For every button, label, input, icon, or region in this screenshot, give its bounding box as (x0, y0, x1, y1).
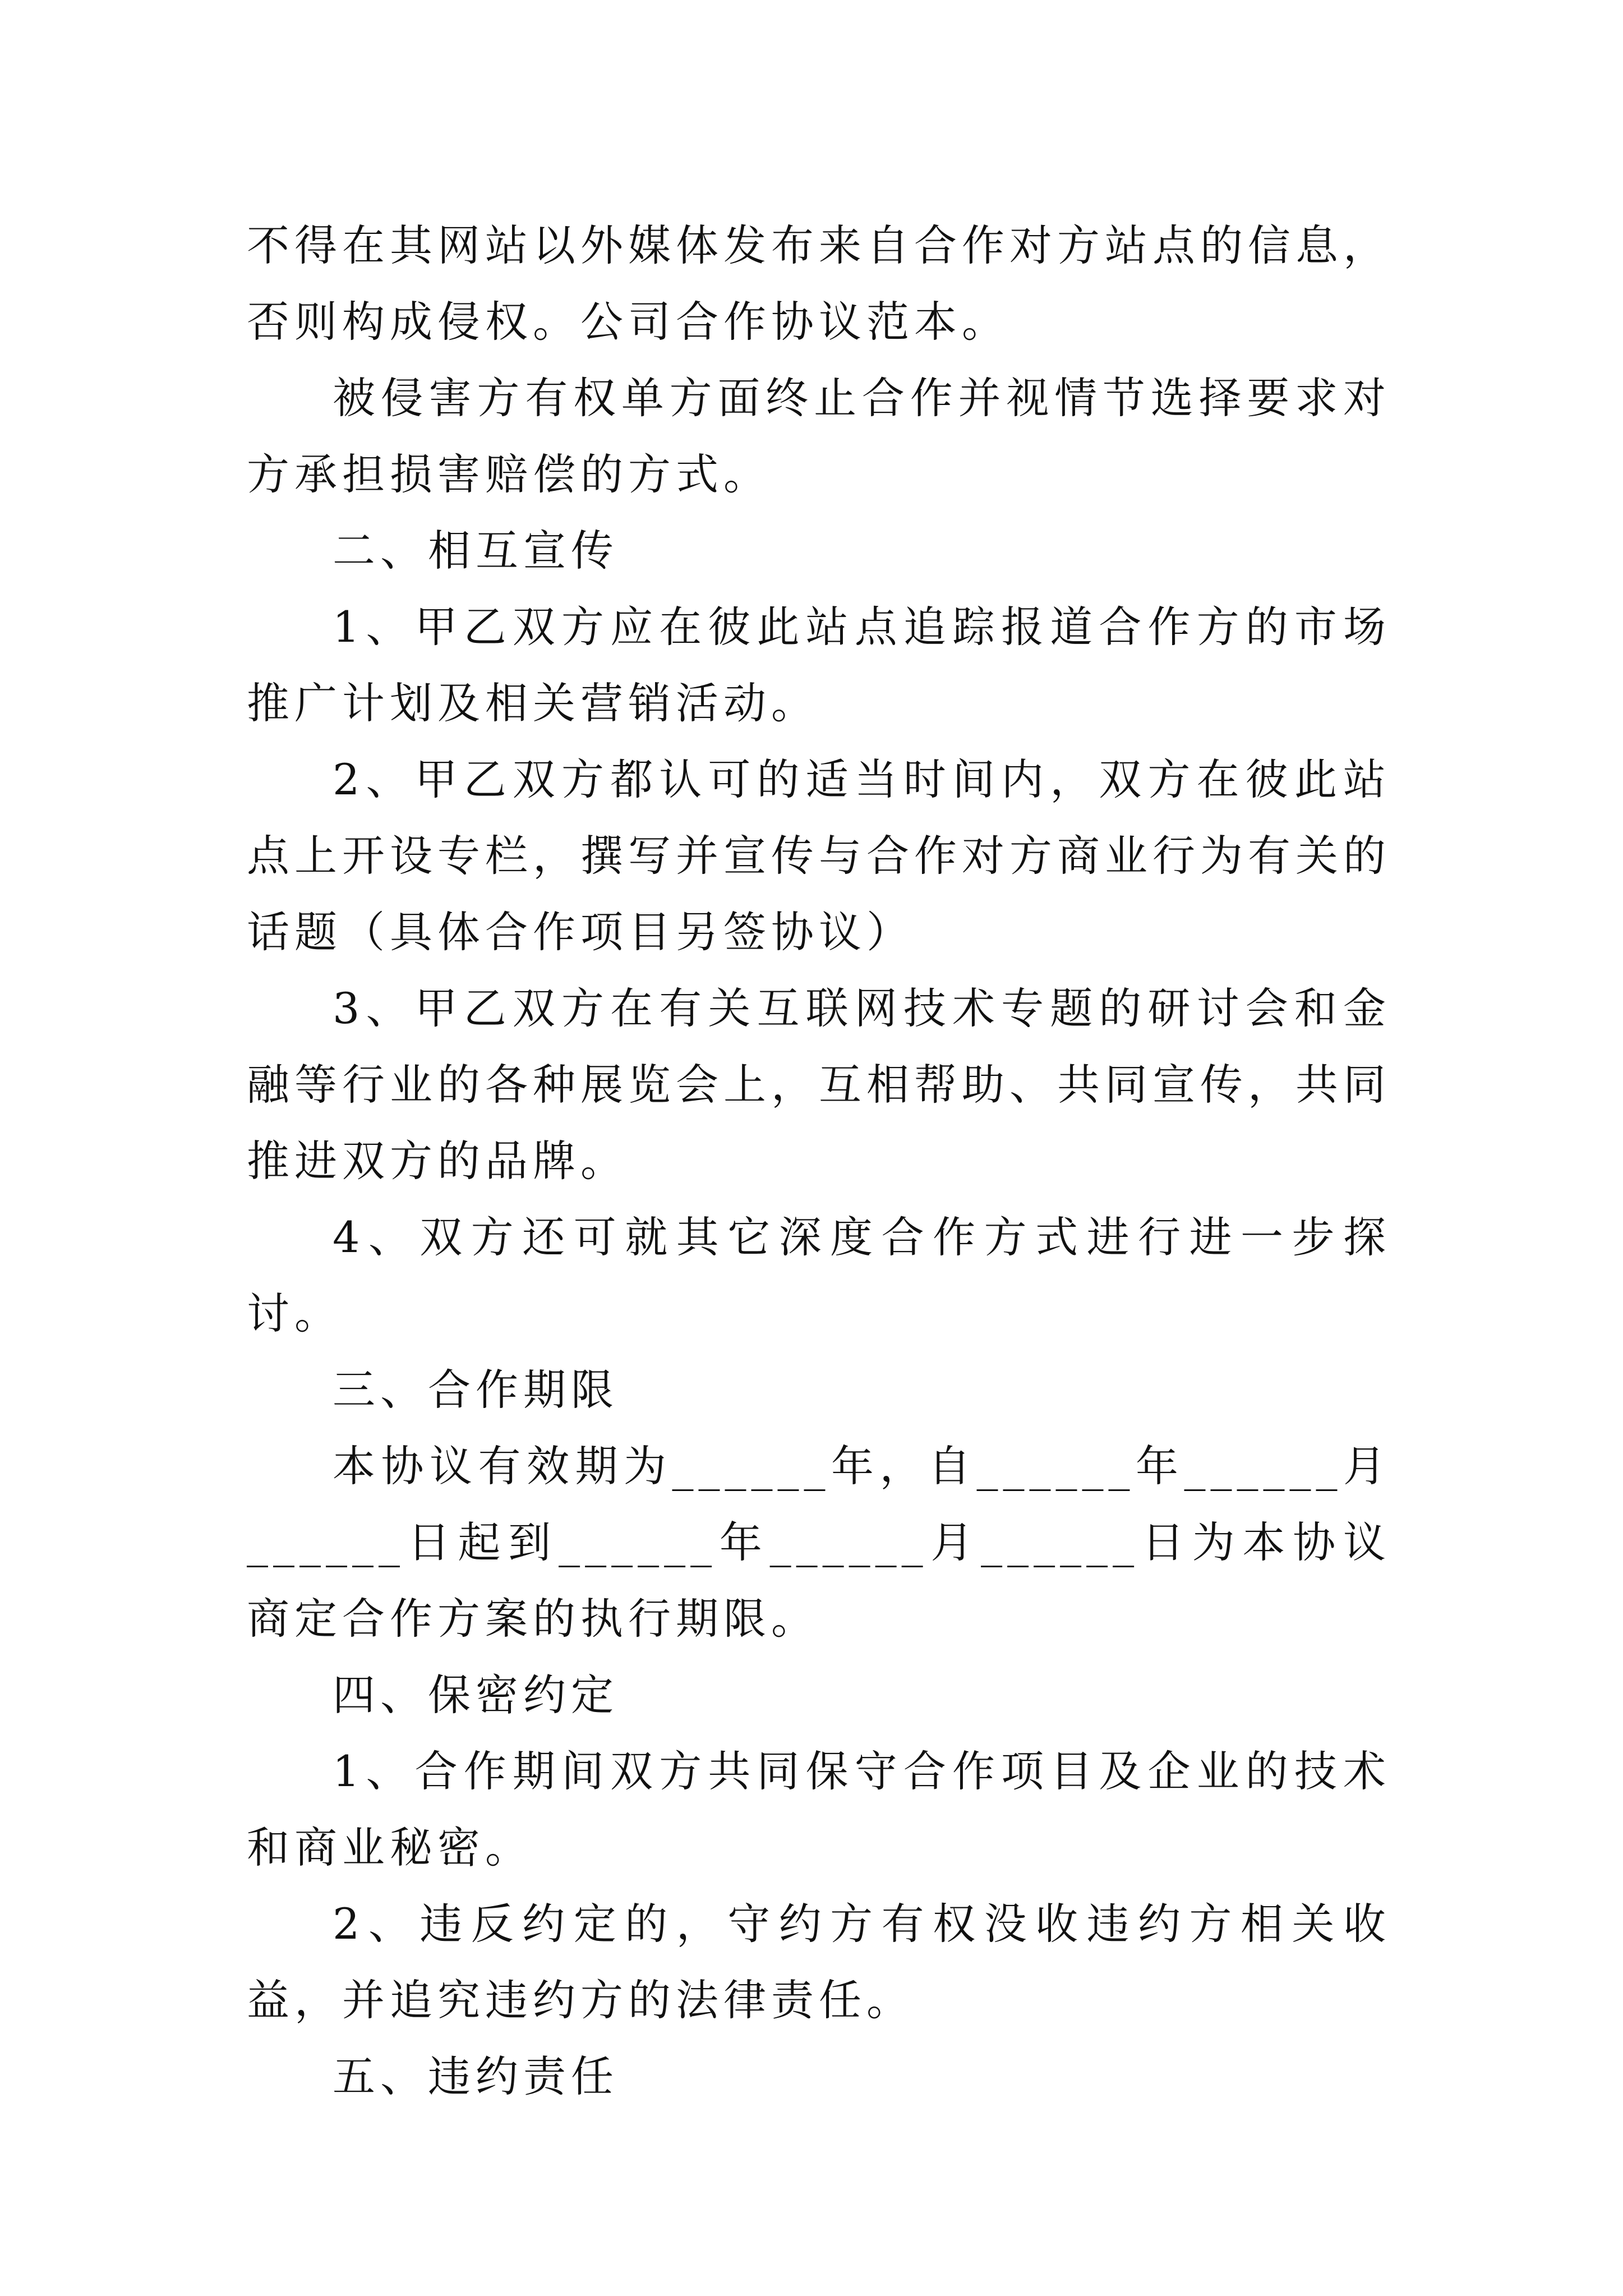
body-paragraph: 2、甲乙双方都认可的适当时间内，双方在彼此站点上开设专栏，撰写并宣传与合作对方商业行为有关的话题（具体合作项目另签协议） (247, 754, 1391, 957)
document-page (247, 208, 1391, 2115)
body-paragraph: 1、合作期间双方共同保守合作项目及企业的技术和商业秘密。 (247, 1746, 1391, 1872)
section-heading: 四、保密约定 (333, 1670, 619, 1720)
body-paragraph: 3、甲乙双方在有关互联网技术专题的研讨会和金融等行业的各种展览会上，互相帮助、共同宣传，共同推进双方的品牌。 (247, 983, 1391, 1186)
body-paragraph: 2、违反约定的，守约方有权没收违约方相关收益，并追究违约方的法律责任。 (247, 1899, 1391, 2025)
body-paragraph: 本协议有效期为______年，自______年______月______日起到______年______月______日为本协议商定合作方案的执行期限。 (247, 1441, 1391, 1644)
body-paragraph: 4、双方还可就其它深度合作方式进行进一步探讨。 (247, 1212, 1391, 1338)
body-paragraph: 被侵害方有权单方面终止合作并视情节选择要求对方承担损害赔偿的方式。 (247, 373, 1391, 499)
body-paragraph: 不得在其网站以外媒体发布来自合作对方站点的信息，否则构成侵权。公司合作协议范本。 (247, 220, 1391, 347)
section-heading: 三、合作期限 (333, 1365, 619, 1415)
section-heading: 二、相互宣传 (333, 526, 619, 576)
body-paragraph: 1、甲乙双方应在彼此站点追踪报道合作方的市场推广计划及相关营销活动。 (247, 602, 1391, 728)
section-heading: 五、违约责任 (333, 2051, 619, 2101)
